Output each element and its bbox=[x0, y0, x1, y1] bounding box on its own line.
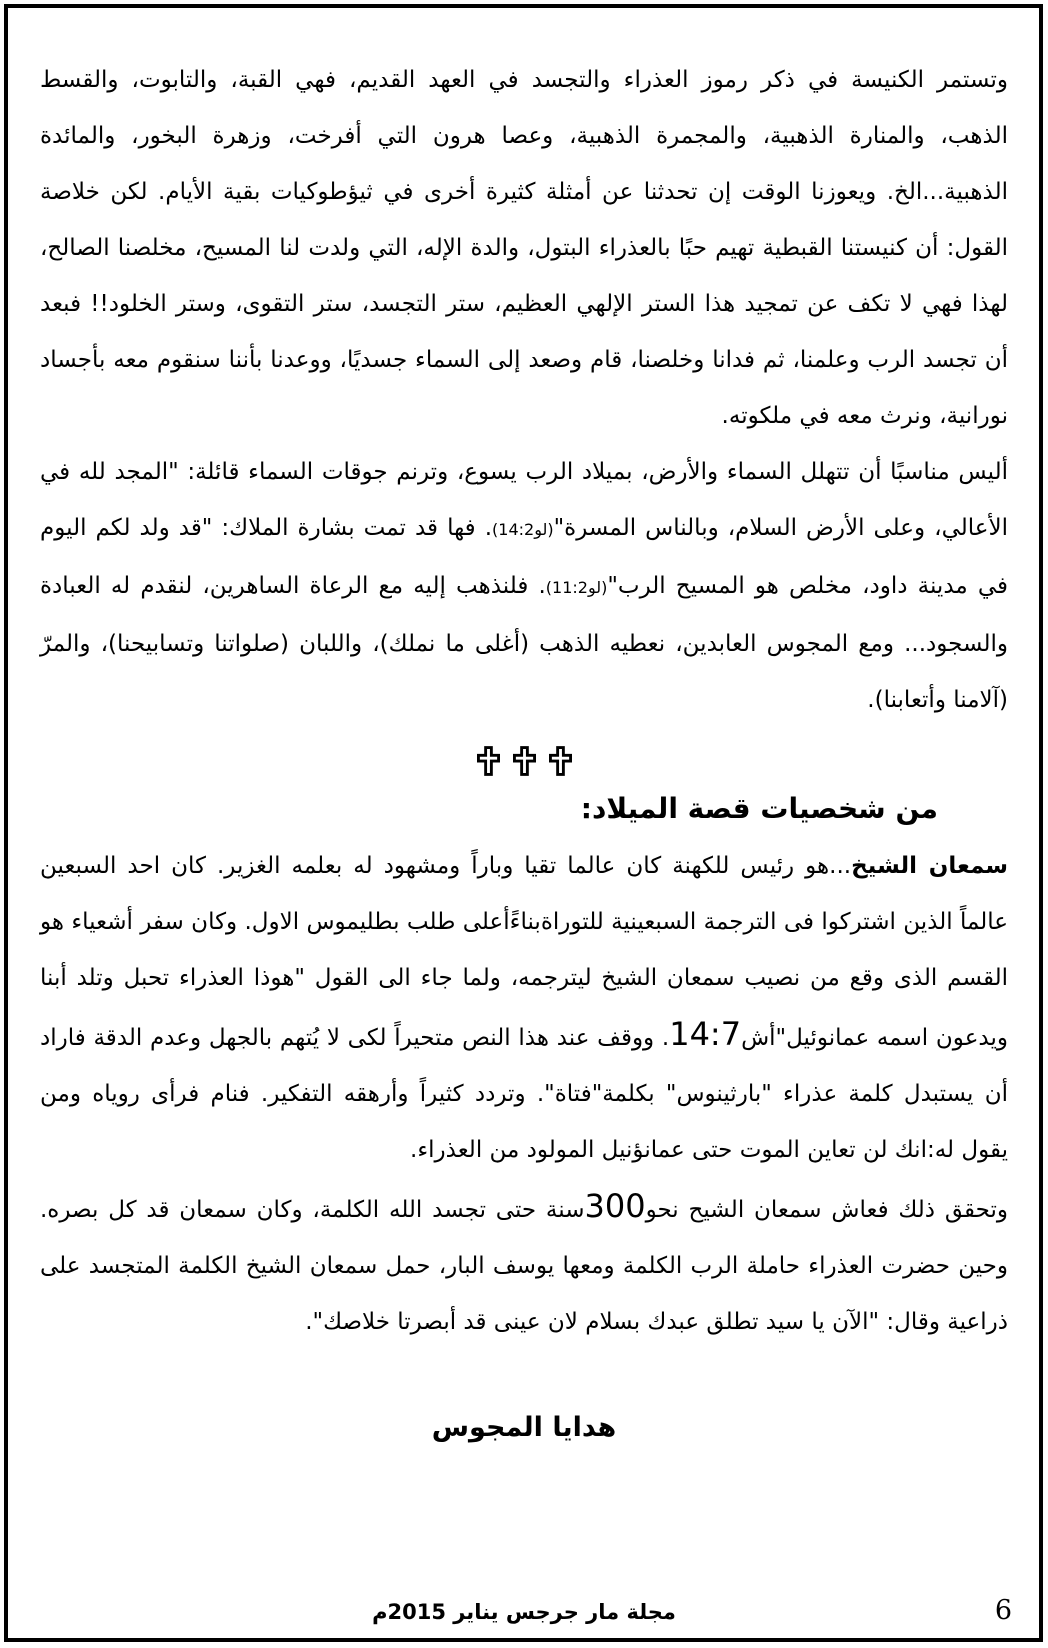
cross-icon bbox=[513, 746, 536, 776]
footer-journal-title: مجلة مار جرجس يناير 2015م bbox=[372, 1600, 676, 1624]
body-paragraph bbox=[40, 52, 1008, 444]
text-segment: 300 bbox=[584, 1187, 646, 1225]
text-segment: . فلنذهب إليه مع الرعاة الساهرين، لنقدم له العبادة والسجود... ومع المجوس العابدين، نعطيه الذهب (أغلى ما نملك)، واللبان (صلواتنا وتسابيحنا)، والمرّ (آلامنا وأتعابنا). bbox=[40, 573, 1008, 713]
body-paragraph bbox=[40, 444, 1008, 728]
text-segment: سنة حتى تجسد الله الكلمة، وكان سمعان قد كل بصره. وحين حضرت العذراء حاملة الرب الكلمة ومعها يوسف البار، حمل سمعان الشيخ الكلمة المتجسد على ذراعية وقال: "الآن يا سيد تطلق عبدك بسلام لان عينى قد أبصرتا خلاصك". bbox=[40, 1197, 1008, 1335]
text-segment: أليس مناسبًا أن تتهلل السماء والأرض، بميلاد الرب يسوع، وترنم جوقات السماء قائلة: "المجد لله في الأعالي، وعلى الأرض السلام، وبالناس المسرة" bbox=[40, 459, 1008, 541]
page-number: 6 bbox=[994, 1595, 1012, 1626]
section-heading-magi-gifts: هدايا المجوس bbox=[431, 1412, 617, 1443]
page-body bbox=[12, 12, 1036, 1636]
text-segment: (لو11:2) bbox=[545, 578, 608, 597]
cross-icon bbox=[477, 746, 500, 776]
body-paragraph bbox=[40, 1178, 1008, 1350]
text-segment: . فها قد تمت بشارة الملاك: "قد ولد لكم اليوم في مدينة داود، مخلص هو المسيح الرب" bbox=[40, 515, 1008, 599]
text-segment: سمعان الشيخ bbox=[851, 853, 1008, 879]
cross-divider bbox=[40, 744, 1008, 778]
text-segment: ...هو رئيس للكهنة كان عالما تقيا وباراً ومشهود له بعلمه الغزير. كان احد السبعين عالماً الذين اشتركوا فى الترجمة السبعينية للتوراةبناءًأعلى طلب بطليموس الاول. وكان سفر أشعياء هو القسم الذى وقع من نصيب سمعان الشيخ ليترجمه، ولما جاء الى القول "هوذا العذراء تحبل وتلد أبنا ويدعون اسمه عمانوئيل"أش bbox=[40, 853, 1008, 1051]
text-segment: وتحقق ذلك فعاش سمعان الشيح نحو bbox=[645, 1197, 1008, 1223]
section-heading-nativity-figures: من شخصيات قصة الميلاد: bbox=[580, 792, 938, 825]
cross-icon bbox=[549, 746, 572, 776]
text-segment: . ووقف عند هذا النص متحيراً لكى لا يُتهم بالجهل وعدم الدقة فاراد أن يستبدل كلمة عذراء "بارثينوس" بكلمة"فتاة". وتردد كثيراً وأرهقه التفكير. فنام فرأى روياه ومن يقول له:انك لن تعاين الموت حتى عمانؤنيل المولود من العذراء. bbox=[40, 1025, 1008, 1163]
body-paragraph bbox=[40, 838, 1008, 1178]
text-segment: 14:7 bbox=[669, 1015, 742, 1053]
text-segment: (لو14:2) bbox=[492, 520, 554, 539]
text-segment: وتستمر الكنيسة في ذكر رموز العذراء والتجسد في العهد القديم، فهي القبة، والتابوت، والقسط الذهب، والمنارة الذهبية، والمجمرة الذهبية، وعصا هرون التي أفرخت، وزهرة البخور، والمائدة الذهبية...الخ. ويعوزنا الوقت إن تحدثنا عن أمثلة كثيرة أخرى في ثيؤطوكيات بقية الأيام. لكن خلاصة القول: أن كنيستنا القبطية تهيم حبًا بالعذراء البتول، والدة الإله، التي ولدت لنا المسيح، مخلصنا الصالح، لهذا فهي لا تكف عن تمجيد هذا الستر الإلهي العظيم، ستر التجسد، ستر التقوى، وستر الخلود!! فبعد أن تجسد الرب وعلمنا، ثم فدانا وخلصنا، قام وصعد إلى السماء جسديًا، ووعدنا بأننا سنقوم معه بأجساد نورانية، ونرث معه في ملكوته. bbox=[40, 67, 1008, 429]
